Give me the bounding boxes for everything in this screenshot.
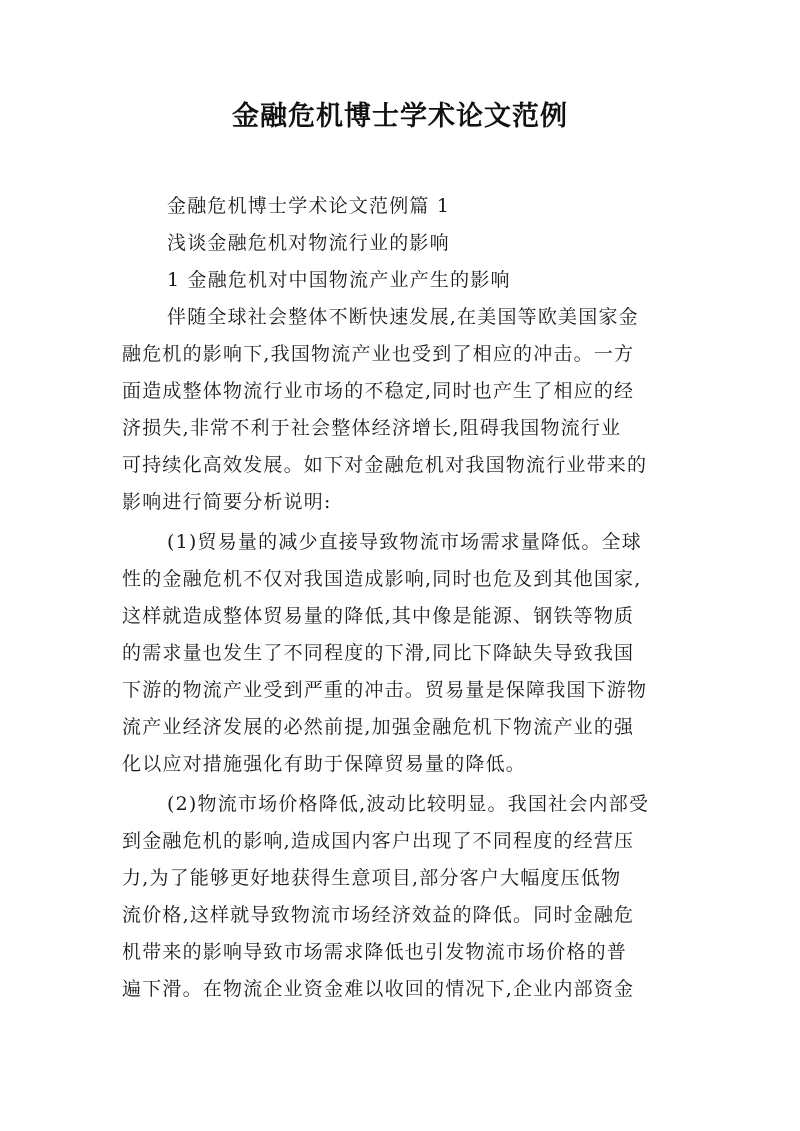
paragraph-line: (2)物流市场价格降低,波动比较明显。我国社会内部受 xyxy=(167,793,650,815)
paragraph-line: 化以应对措施强化有助于保障贸易量的降低。 xyxy=(122,753,527,775)
paragraph-line: 力,为了能够更好地获得生意项目,部分客户大幅度压低物 xyxy=(122,867,622,889)
paragraph-line: 到金融危机的影响,造成国内客户出现了不同程度的经营压 xyxy=(122,830,635,852)
article-title: 浅谈金融危机对物流行业的影响 xyxy=(167,232,450,254)
paragraph-line: 下游的物流产业受到严重的冲击。贸易量是保障我国下游物 xyxy=(122,679,648,701)
paragraph-line: 的需求量也发生了不同程度的下滑,同比下降缺失导致我国 xyxy=(122,642,635,664)
paragraph-line: 济损失,非常不利于社会整体经济增长,阻碍我国物流行业 xyxy=(122,417,622,439)
subsection-heading: 1 金融危机对中国物流产业产生的影响 xyxy=(167,269,511,291)
paragraph-line: 面造成整体物流行业市场的不稳定,同时也产生了相应的经 xyxy=(122,380,635,402)
paragraph-line: 这样就造成整体贸易量的降低,其中像是能源、钢铁等物质 xyxy=(122,605,635,627)
paragraph-line: 流产业经济发展的必然前提,加强金融危机下物流产业的强 xyxy=(122,716,635,738)
paragraph-line: 融危机的影响下,我国物流产业也受到了相应的冲击。一方 xyxy=(122,343,635,365)
paragraph-line: 性的金融危机不仅对我国造成影响,同时也危及到其他国家, xyxy=(122,568,642,590)
paragraph-line: 可持续化高效发展。如下对金融危机对我国物流行业带来的 xyxy=(122,454,648,476)
paragraph-line: (1)贸易量的减少直接导致物流市场需求量降低。全球 xyxy=(167,531,642,553)
section-heading: 金融危机博士学术论文范例篇 1 xyxy=(167,195,451,217)
paragraph-line: 影响进行简要分析说明: xyxy=(122,491,332,513)
document-title: 金融危机博士学术论文范例 xyxy=(232,101,568,132)
paragraph-line: 遍下滑。在物流企业资金难以收回的情况下,企业内部资金 xyxy=(122,978,635,1000)
paragraph-line: 机带来的影响导致市场需求降低也引发物流市场价格的普 xyxy=(122,941,628,963)
paragraph-line: 流价格,这样就导致物流市场经济效益的降低。同时金融危 xyxy=(122,904,635,926)
paragraph-line: 伴随全球社会整体不断快速发展,在美国等欧美国家金 xyxy=(167,306,639,328)
